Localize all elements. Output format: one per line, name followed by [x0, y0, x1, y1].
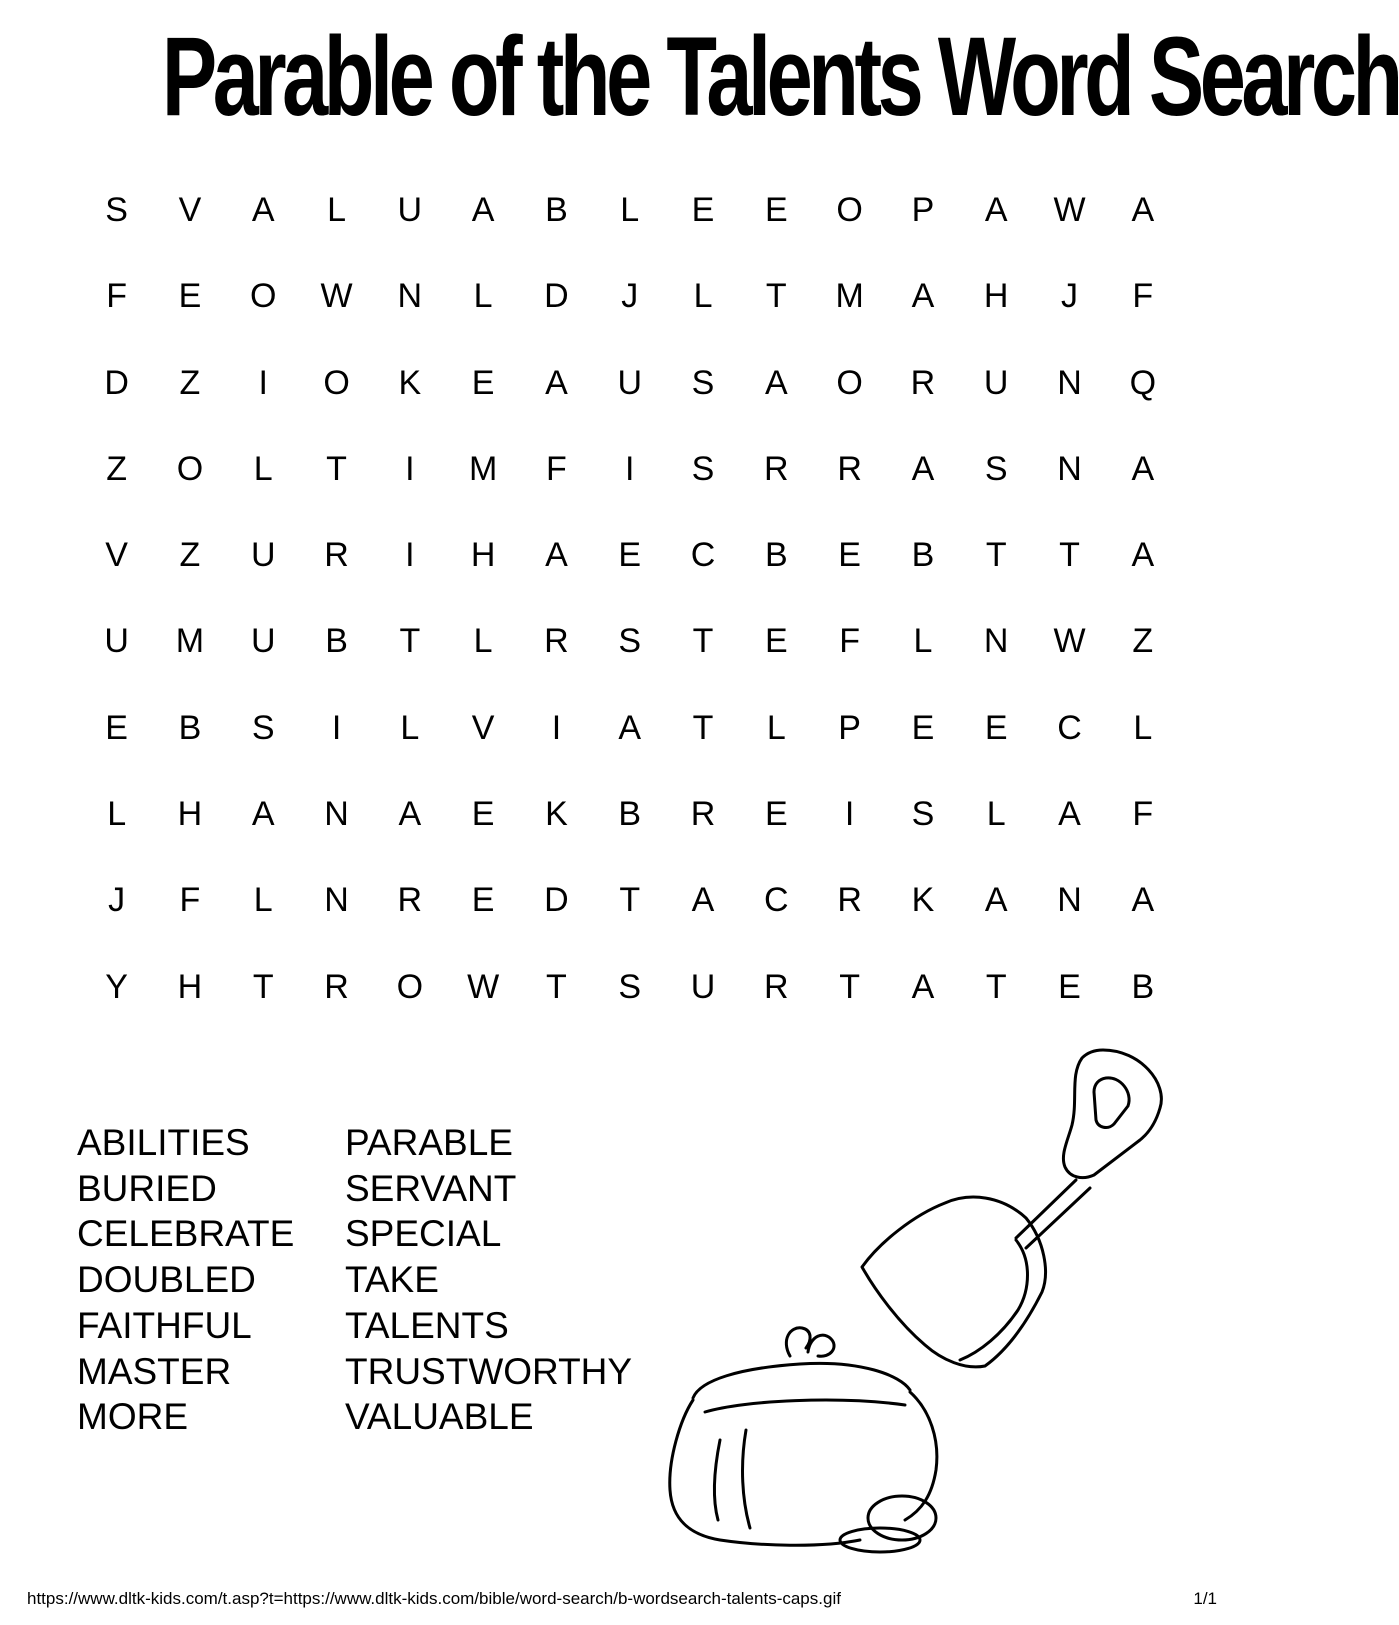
grid-letter: T	[985, 536, 1007, 575]
grid-letter: A	[471, 191, 495, 229]
grid-letter: I	[844, 795, 855, 834]
grid-letter: E	[764, 795, 788, 834]
grid-letter: A	[911, 967, 935, 1006]
grid-letter: I	[331, 708, 342, 747]
grid-letter: T	[326, 449, 347, 488]
grid-letter: W	[1053, 191, 1086, 229]
grid-letter: N	[324, 795, 349, 834]
grid-letter: L	[253, 449, 273, 488]
grid-letter: L	[107, 795, 127, 834]
grid-letter: L	[693, 277, 713, 316]
grid-letter: L	[473, 622, 493, 661]
grid-letter: W	[467, 967, 500, 1006]
footer-url: https://www.dltk-kids.com/t.asp?t=https://www.dltk-kids.com/bible/word-search/b-wordsearch-talents-caps.gif	[27, 1589, 841, 1608]
grid-letter: I	[551, 708, 562, 747]
grid-letter: P	[838, 708, 861, 747]
grid-letter: C	[690, 536, 716, 575]
grid-letter: W	[1053, 622, 1086, 661]
grid-letter: A	[398, 795, 422, 834]
grid-letter: L	[253, 881, 273, 920]
grid-letter: R	[837, 881, 862, 920]
grid-letter: M	[835, 277, 864, 316]
grid-letter: A	[911, 449, 935, 488]
grid-letter: E	[764, 622, 788, 661]
grid-letter: L	[620, 191, 640, 229]
grid-letter: M	[468, 449, 498, 488]
grid-letter: S	[251, 708, 275, 747]
grid-letter: V	[471, 708, 495, 747]
grid-letter: N	[397, 277, 423, 316]
grid-letter: A	[984, 881, 1008, 920]
grid-letter: T	[692, 708, 714, 747]
word-list-item: BURIED	[77, 1167, 217, 1209]
grid-letter: Z	[179, 363, 201, 402]
word-list-item: PARABLE	[345, 1122, 513, 1163]
grid-letter: A	[618, 708, 642, 747]
grid-letter: S	[618, 622, 642, 661]
grid-letter: T	[252, 967, 274, 1006]
grid-letter: B	[911, 536, 935, 575]
coin-purse-icon	[670, 1328, 937, 1545]
grid-letter: T	[839, 967, 860, 1006]
shovel-icon	[862, 1050, 1161, 1367]
grid-letter: O	[836, 191, 863, 229]
grid-letter: T	[546, 967, 567, 1006]
grid-letter: B	[178, 708, 202, 747]
grid-letter: O	[176, 449, 204, 488]
grid-letter: I	[625, 449, 635, 488]
grid-letter: U	[690, 967, 716, 1006]
grid-letter: S	[984, 449, 1008, 488]
grid-letter: Z	[179, 536, 201, 575]
grid-letter: U	[250, 622, 276, 661]
grid-letter: F	[1132, 277, 1154, 316]
word-list-left	[77, 1120, 294, 1440]
grid-letter: J	[621, 277, 639, 316]
grid-letter: A	[691, 881, 715, 920]
grid-letter: L	[766, 708, 786, 747]
word-list-item: TAKE	[345, 1259, 439, 1301]
grid-letter: N	[1057, 449, 1082, 488]
grid-letter: V	[105, 536, 128, 575]
grid-letter: N	[324, 881, 349, 920]
grid-letter: L	[327, 191, 346, 229]
grid-letter: V	[178, 191, 202, 229]
word-list-item: MASTER	[77, 1350, 232, 1392]
grid-letter: C	[764, 881, 789, 920]
grid-letter: S	[618, 967, 642, 1006]
grid-letter: R	[764, 449, 789, 488]
word-list-item: SPECIAL	[345, 1213, 502, 1255]
grid-letter: B	[764, 536, 788, 575]
grid-letter: A	[911, 277, 935, 316]
grid-letter: A	[251, 795, 275, 834]
page-title: Parable of the Talents Word Search	[161, 14, 1399, 139]
grid-letter: A	[1131, 536, 1155, 575]
grid-letter: I	[258, 363, 268, 402]
grid-letter: E	[764, 191, 788, 229]
grid-letter: H	[983, 277, 1009, 316]
grid-letter: R	[764, 967, 789, 1006]
grid-letter: A	[251, 191, 275, 229]
grid-letter: D	[104, 363, 129, 402]
grid-letter: O	[836, 363, 863, 402]
grid-letter: S	[691, 449, 715, 488]
grid-letter: N	[1057, 881, 1082, 920]
grid-letter: O	[250, 277, 277, 316]
grid-letter: R	[324, 967, 349, 1006]
grid-letter: A	[1131, 449, 1155, 488]
grid-letter: E	[691, 191, 715, 229]
grid-letter: M	[175, 622, 205, 661]
grid-letter: C	[1057, 708, 1082, 747]
grid-letter: A	[545, 363, 568, 402]
grid-letter: Y	[105, 967, 128, 1006]
grid-letter: U	[397, 191, 423, 229]
word-list-item: SERVANT	[345, 1167, 517, 1209]
grid-letter: A	[1131, 881, 1155, 920]
grid-letter: W	[320, 277, 353, 316]
letter-grid	[80, 192, 1180, 1055]
grid-letter: E	[984, 708, 1008, 747]
word-list-item: FAITHFUL	[77, 1304, 252, 1346]
grid-letter: E	[471, 363, 495, 402]
grid-letter: T	[985, 967, 1007, 1006]
grid-letter: Z	[1132, 622, 1154, 661]
grid-letter: K	[398, 363, 422, 402]
word-list-item: TRUSTWORTHY	[345, 1350, 633, 1392]
grid-letter: L	[473, 277, 493, 316]
grid-letter: O	[396, 967, 424, 1006]
grid-letter: U	[617, 363, 642, 402]
grid-letter: E	[1058, 967, 1081, 1006]
grid-letter: F	[106, 277, 128, 316]
grid-letter: K	[545, 795, 568, 834]
grid-letter: Z	[106, 449, 128, 488]
grid-letter: Q	[1129, 363, 1157, 402]
grid-letter: N	[1057, 363, 1082, 402]
grid-letter: R	[324, 536, 349, 575]
grid-letter: T	[619, 881, 641, 920]
word-list-item: CELEBRATE	[77, 1213, 295, 1255]
grid-letter: S	[691, 363, 715, 402]
grid-letter: L	[986, 795, 1006, 834]
grid-letter: F	[1132, 795, 1154, 834]
grid-letter: A	[1131, 191, 1155, 229]
grid-letter: I	[405, 536, 415, 575]
word-list-item: VALUABLE	[345, 1396, 534, 1438]
grid-letter: A	[545, 536, 568, 575]
grid-letter: R	[910, 363, 936, 402]
grid-letter: B	[1131, 967, 1155, 1006]
grid-letter: L	[400, 708, 420, 747]
grid-letter: A	[984, 191, 1008, 229]
grid-letter: O	[323, 363, 350, 402]
grid-letter: T	[1059, 536, 1080, 575]
grid-letter: E	[618, 536, 642, 575]
grid-letter: U	[983, 363, 1009, 402]
grid-letter: E	[105, 708, 128, 747]
word-list-item: TALENTS	[345, 1304, 509, 1346]
grid-letter: J	[1061, 277, 1078, 316]
grid-letter: B	[545, 191, 568, 229]
grid-letter: S	[105, 191, 128, 229]
word-list-item: DOUBLED	[77, 1259, 256, 1301]
grid-letter: S	[911, 795, 935, 834]
grid-letter: F	[179, 881, 201, 920]
grid-letter: E	[178, 277, 202, 316]
word-list-item: ABILITIES	[77, 1122, 250, 1163]
grid-letter: L	[913, 622, 933, 661]
grid-letter: N	[983, 622, 1009, 661]
grid-letter: D	[544, 881, 569, 920]
grid-letter: T	[399, 622, 421, 661]
grid-letter: K	[911, 881, 935, 920]
grid-letter: E	[838, 536, 861, 575]
grid-letter: I	[405, 449, 415, 488]
grid-letter: H	[177, 795, 203, 834]
grid-letter: U	[250, 536, 276, 575]
grid-letter: E	[911, 708, 935, 747]
grid-letter: D	[544, 277, 569, 316]
grid-letter: F	[839, 622, 860, 661]
word-list-item: MORE	[77, 1396, 188, 1438]
footer-page-number: 1/1	[1193, 1589, 1217, 1608]
word-list-right	[345, 1120, 632, 1440]
grid-letter: A	[764, 363, 788, 402]
grid-letter: T	[765, 277, 787, 316]
grid-letter: F	[546, 449, 567, 488]
grid-letter: E	[471, 881, 495, 920]
shovel-and-purse-illustration	[640, 1050, 1220, 1550]
grid-letter: P	[911, 191, 935, 229]
grid-letter: R	[690, 795, 716, 834]
grid-letter: U	[104, 622, 129, 661]
grid-letter: A	[1058, 795, 1081, 834]
grid-letter: T	[692, 622, 714, 661]
grid-letter: B	[325, 622, 348, 661]
grid-letter: L	[1133, 708, 1153, 747]
grid-letter: H	[470, 536, 496, 575]
grid-letter: R	[397, 881, 423, 920]
grid-letter: J	[108, 881, 126, 920]
grid-letter: E	[471, 795, 495, 834]
grid-letter: R	[544, 622, 569, 661]
grid-letter: B	[618, 795, 642, 834]
grid-letter: R	[837, 449, 862, 488]
grid-letter: H	[177, 967, 203, 1006]
